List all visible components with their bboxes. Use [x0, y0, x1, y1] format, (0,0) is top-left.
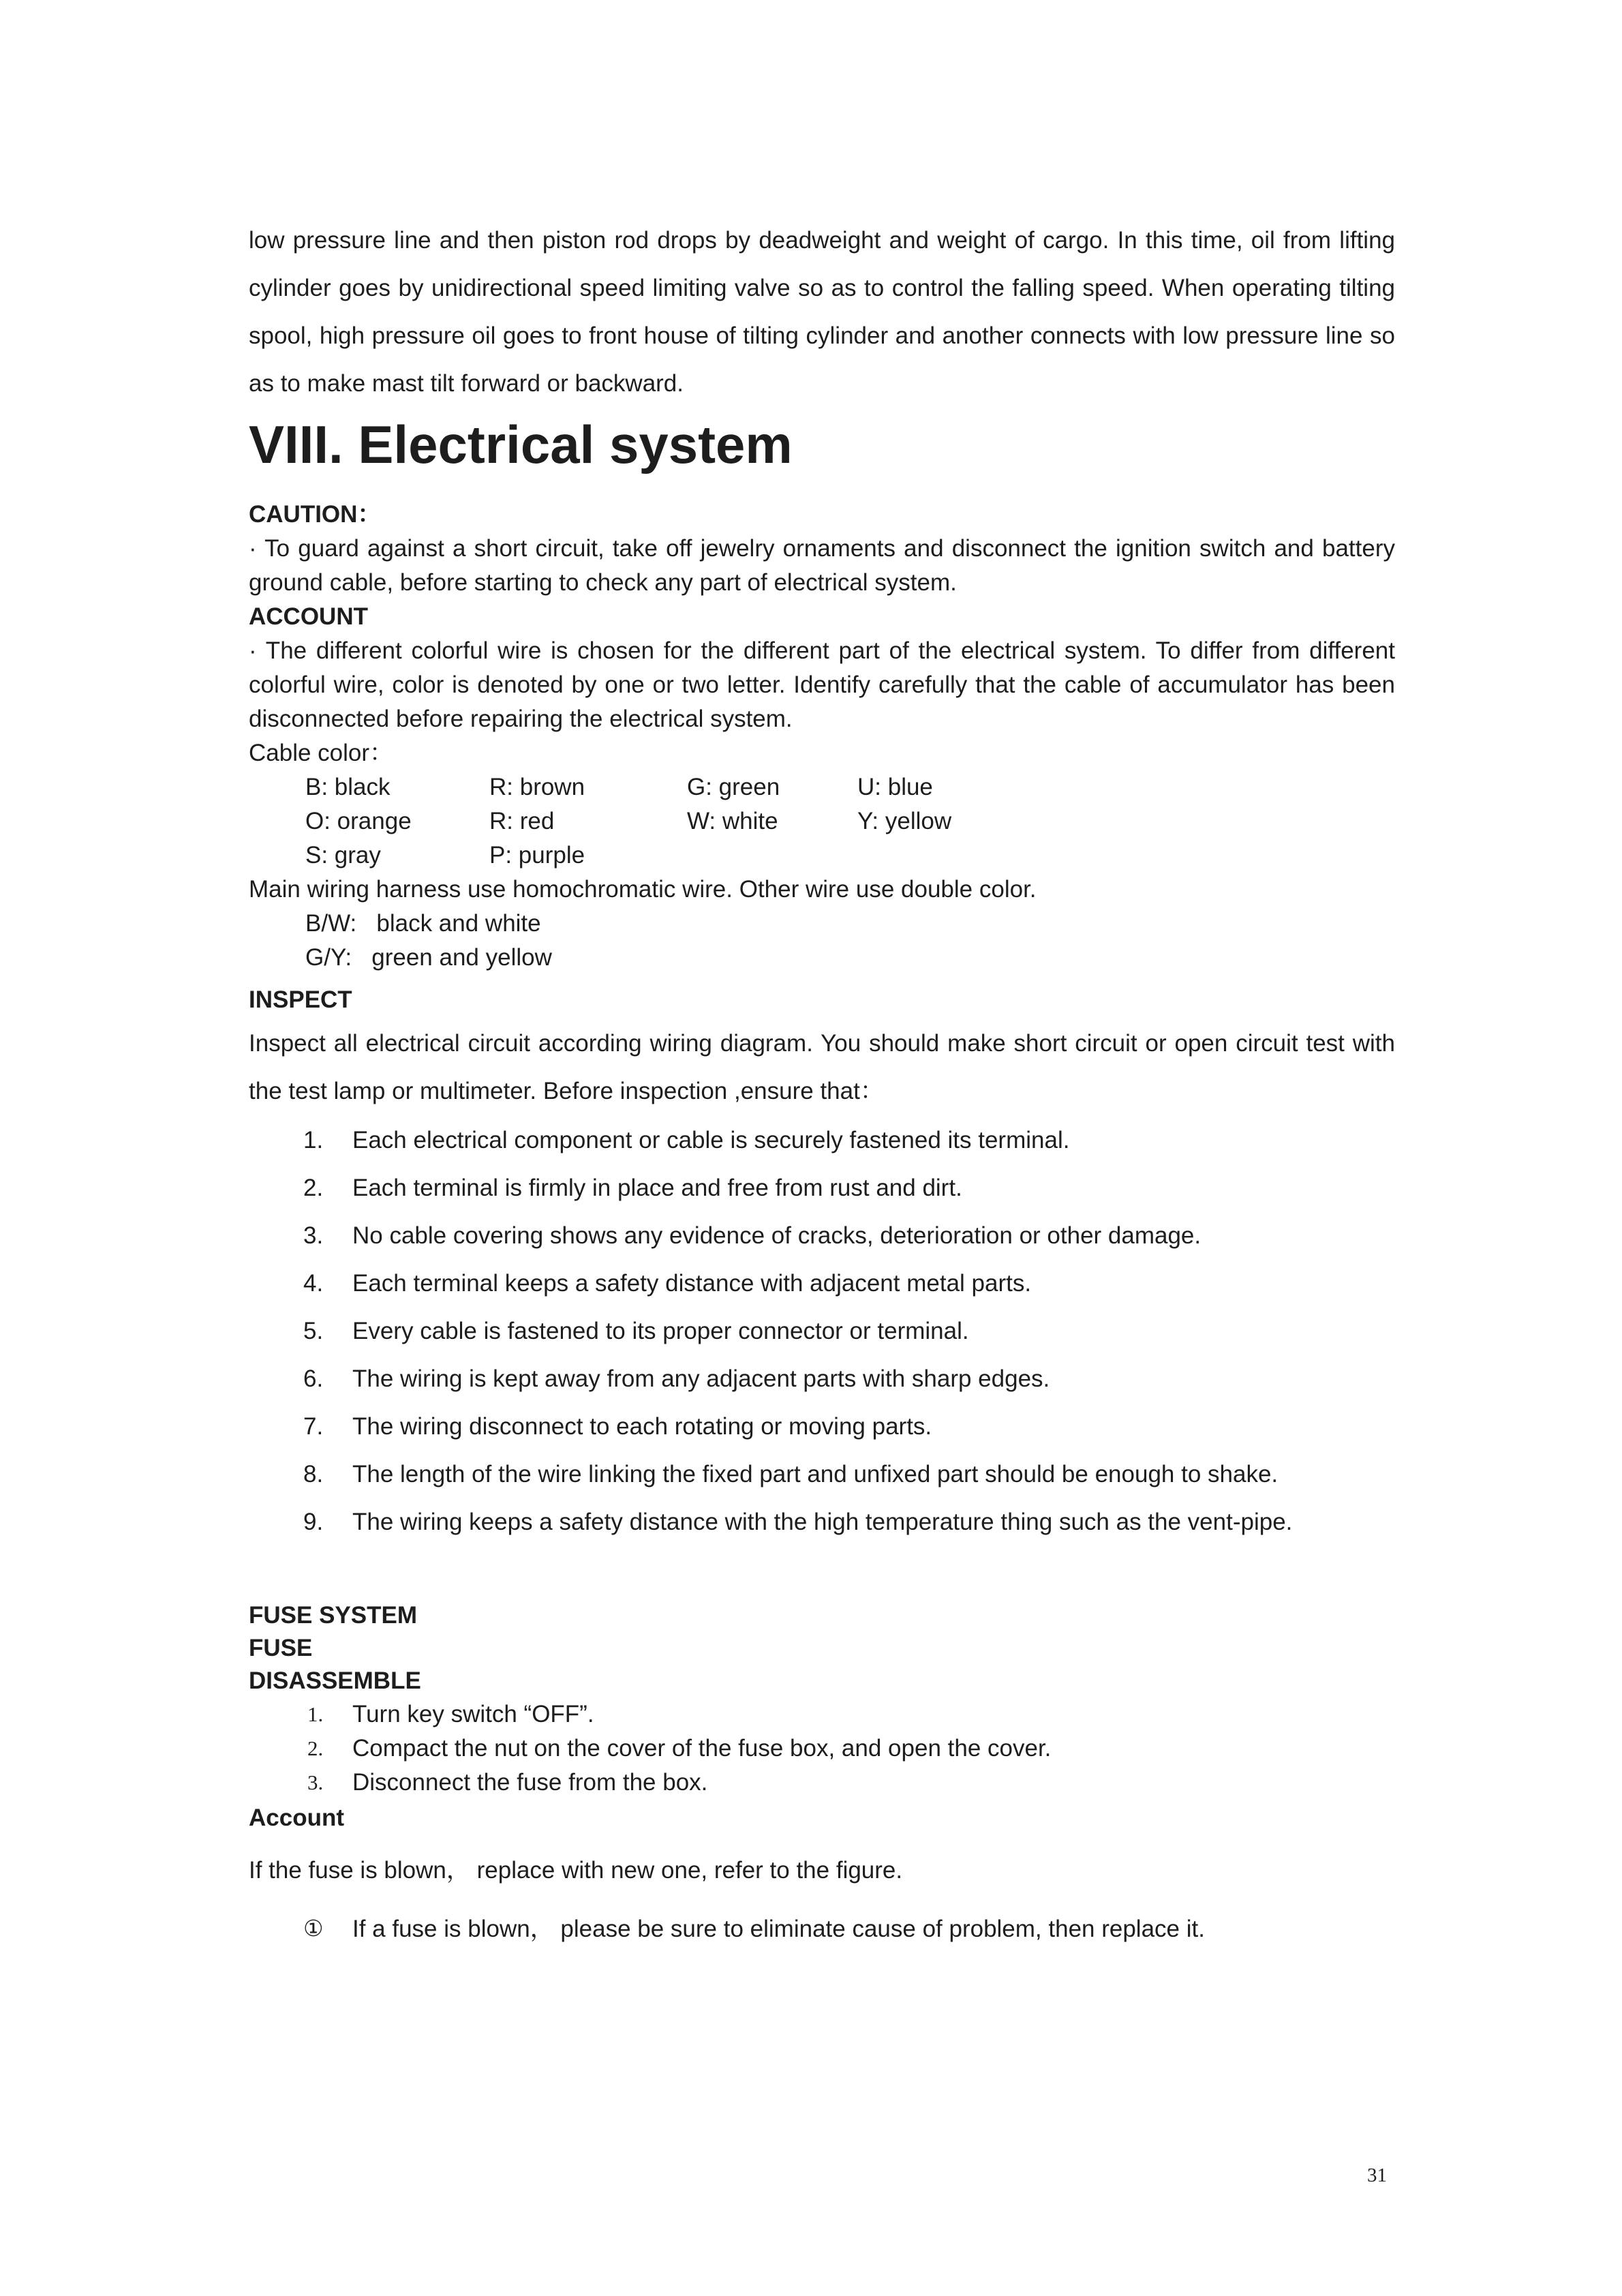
list-text: No cable covering shows any evidence of cracks, deterioration or other damage.	[352, 1222, 1202, 1249]
list-number: 1.	[303, 1127, 324, 1153]
list-text: Each electrical component or cable is securely fastened its terminal.	[352, 1127, 1070, 1153]
list-number: 6.	[303, 1365, 324, 1392]
cable-color-cell: Y: yellow	[857, 808, 952, 834]
fuse-system-label: FUSE SYSTEM	[249, 1602, 417, 1629]
inspect-intro: Inspect all electrical circuit according wiring diagram. You should make short circuit or open circuit test with the test lamp or multimeter. Before inspection ,ensure that：	[249, 1030, 1395, 1104]
cable-color-cell: R: brown	[489, 774, 585, 800]
cable-color-cell: P: purple	[489, 842, 585, 868]
fuse-account-label: Account	[249, 1804, 344, 1831]
cable-color-row	[305, 770, 1395, 804]
list-text: The length of the wire linking the fixed part and unfixed part should be enough to shake.	[352, 1461, 1279, 1487]
list-text: The wiring disconnect to each rotating or moving parts.	[352, 1413, 932, 1440]
double-color-line: B/W: black and white	[305, 910, 541, 937]
cable-color-cell: B: black	[305, 774, 391, 800]
list-number: 4.	[303, 1270, 324, 1297]
list-number: 3.	[303, 1222, 324, 1249]
cable-color-cell	[857, 839, 1395, 873]
step-number: 3.	[307, 1770, 324, 1794]
step-text: Compact the nut on the cover of the fuse box, and open the cover.	[352, 1735, 1052, 1762]
cable-color-row	[305, 804, 1395, 839]
disassemble-step	[249, 1697, 1395, 1732]
caution-text: · To guard against a short circuit, take off jewelry ornaments and disconnect the ignition switch and battery ground cable, before starting to check any part of electrical system.	[249, 535, 1395, 596]
list-item	[249, 1117, 1395, 1164]
list-number: 5.	[303, 1318, 324, 1344]
account-label: ACCOUNT	[249, 603, 368, 630]
fuse-label: FUSE	[249, 1635, 313, 1661]
page-content	[249, 217, 1395, 1947]
list-text: Every cable is fastened to its proper connector or terminal.	[352, 1318, 969, 1344]
cable-color-cell: G: green	[687, 774, 780, 800]
list-item	[249, 1308, 1395, 1355]
list-item	[249, 1498, 1395, 1546]
cable-color-cell	[687, 839, 857, 873]
cable-color-cell: R: red	[489, 808, 555, 834]
cable-color-cell: O: orange	[305, 808, 412, 834]
disassemble-step	[249, 1766, 1395, 1800]
section-heading: VIII. Electrical system	[249, 414, 793, 474]
list-item	[249, 1451, 1395, 1498]
cable-color-cell: S: gray	[305, 842, 381, 868]
list-item	[249, 1164, 1395, 1212]
list-number: 2.	[303, 1175, 324, 1201]
list-number: 7.	[303, 1413, 324, 1440]
list-item	[249, 1355, 1395, 1403]
fuse-account-text: If the fuse is blown， replace with new one, refer to the figure.	[249, 1857, 903, 1884]
cable-color-label: Cable color：	[249, 740, 394, 766]
list-item	[249, 1260, 1395, 1308]
fuse-note	[303, 1912, 1395, 1947]
fuse-note-text: If a fuse is blown， please be sure to eliminate cause of problem, then replace it.	[352, 1916, 1205, 1942]
caution-label: CAUTION：	[249, 501, 382, 528]
list-text: The wiring keeps a safety distance with the high temperature thing such as the vent-pipe.	[352, 1509, 1293, 1535]
list-text: The wiring is kept away from any adjacent parts with sharp edges.	[352, 1365, 1050, 1392]
cable-color-cell: U: blue	[857, 774, 933, 800]
inspect-list	[249, 1117, 1395, 1546]
cable-note: Main wiring harness use homochromatic wire. Other wire use double color.	[249, 876, 1037, 903]
intro-paragraph: low pressure line and then piston rod drops by deadweight and weight of cargo. In this time, oil from lifting cylinder goes by unidirectional speed limiting valve so as to control the falling speed. When operating tilting spool, high pressure oil goes to front house of tilting cylinder and another connects with low pressure line so as to make mast tilt forward or backward.	[249, 227, 1395, 397]
disassemble-label: DISASSEMBLE	[249, 1667, 421, 1694]
list-item	[249, 1403, 1395, 1451]
step-number: 2.	[307, 1736, 324, 1760]
step-text: Turn key switch “OFF”.	[352, 1701, 594, 1727]
cable-color-row	[305, 839, 1395, 873]
list-number: 9.	[303, 1509, 324, 1535]
inspect-label: INSPECT	[249, 986, 352, 1013]
cable-color-cell: W: white	[687, 808, 778, 834]
list-item	[249, 1212, 1395, 1260]
list-text: Each terminal is firmly in place and free from rust and dirt.	[352, 1175, 962, 1201]
disassemble-step	[249, 1732, 1395, 1766]
circled-one-marker: ①	[303, 1917, 324, 1942]
double-color-line: G/Y: green and yellow	[305, 944, 552, 971]
list-number: 8.	[303, 1461, 324, 1487]
step-number: 1.	[307, 1702, 324, 1726]
account-text: · The different colorful wire is chosen for the different part of the electrical system. To differ from different colorful wire, color is denoted by one or two letter. Identify carefully that the cable of accumulator has been disconnected before repairing the electrical system.	[249, 637, 1395, 732]
list-text: Each terminal keeps a safety distance with adjacent metal parts.	[352, 1270, 1032, 1297]
step-text: Disconnect the fuse from the box.	[352, 1769, 708, 1796]
page-number: 31	[1367, 2164, 1387, 2186]
